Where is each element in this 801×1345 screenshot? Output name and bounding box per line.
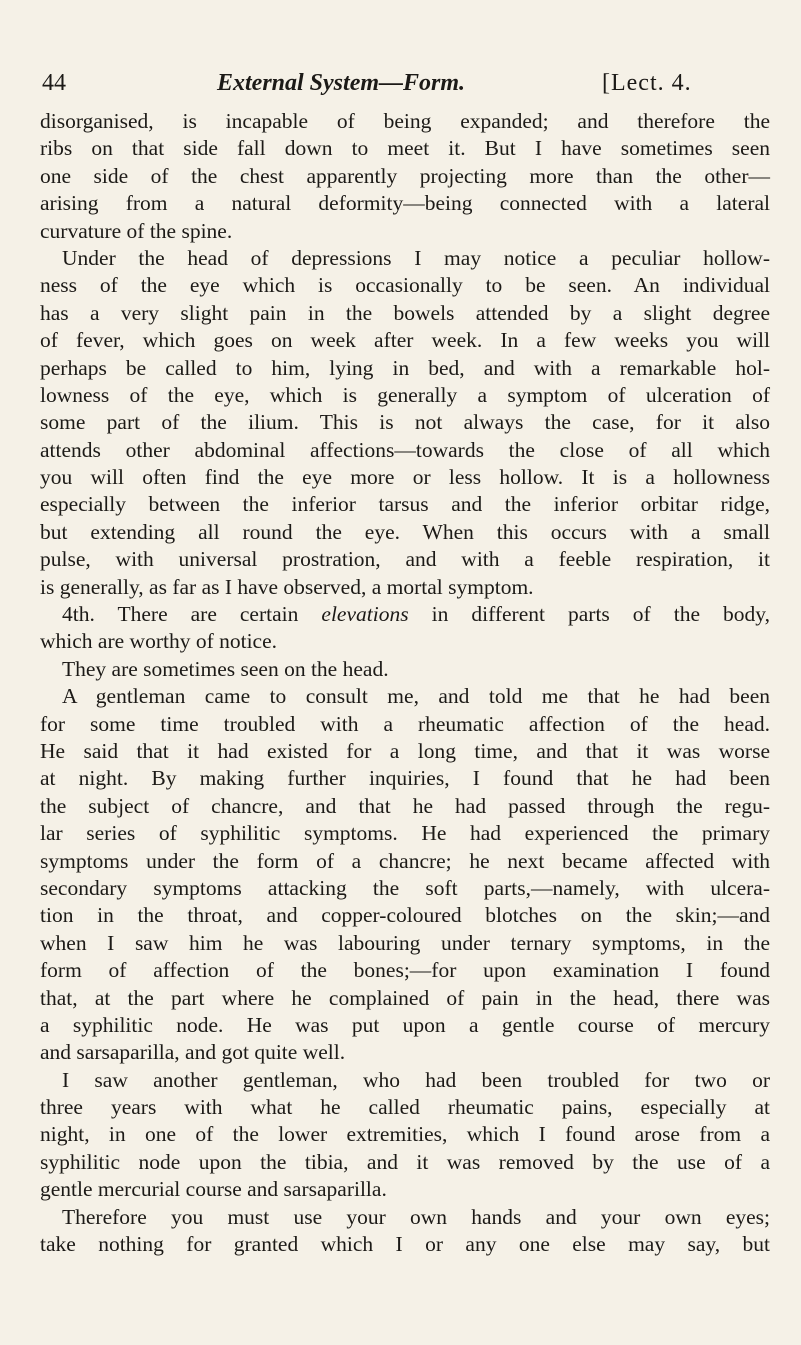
text-line: He said that it had existed for a long time, and that it was worse [40, 738, 770, 763]
text-line: night, in one of the lower extremities, which I found arose from a [40, 1122, 770, 1147]
lecture-label: [Lect. 4. [602, 70, 692, 96]
chapter-title: External System—Form. [217, 70, 466, 96]
text-line: form of affection of the bones;—for upon examination I found [40, 958, 770, 983]
text-line: lowness of the eye, which is generally a symptom of ulceration of [40, 382, 770, 407]
text-line: and sarsaparilla, and got quite well. [40, 1040, 346, 1065]
text-line: disorganised, is incapable of being expanded; and therefore the [40, 109, 770, 133]
text-line: at night. By making further inquiries, I found that he had been [40, 766, 770, 791]
text-line: which are worthy of notice. [40, 629, 278, 654]
text-line: is generally, as far as I have observed, a mortal symptom. [40, 574, 534, 599]
text-segment: 4th. There are certain [62, 602, 322, 627]
text-line: symptoms under the form of a chancre; he next became affected with [40, 848, 770, 873]
text-line: but extending all round the eye. When this occurs with a small [40, 519, 770, 544]
text-line: pulse, with universal prostration, and with a feeble respiration, it [40, 547, 770, 572]
text-line: syphilitic node upon the tibia, and it was removed by the use of a [40, 1149, 770, 1174]
text-line: gentle mercurial course and sarsaparilla. [40, 1177, 387, 1202]
running-head [42, 68, 762, 98]
text-line: ribs on that side fall down to meet it. But I have sometimes seen [40, 136, 770, 161]
text-line: when I saw him he was labouring under ternary symptoms, in the [40, 930, 770, 955]
text-line: curvature of the spine. [40, 218, 233, 243]
text-line: for some time troubled with a rheumatic affection of the head. [40, 711, 770, 736]
italic-term: elevations [321, 602, 409, 627]
text-line: A gentleman came to consult me, and told me that he had been [62, 684, 770, 709]
text-line: arising from a natural deformity—being connected with a lateral [40, 191, 770, 216]
text-line: has a very slight pain in the bowels attended by a slight degree [40, 300, 770, 325]
text-line: Under the head of depressions I may notice a peculiar hollow- [62, 245, 770, 270]
text-line: They are sometimes seen on the head. [62, 656, 389, 681]
text-line: I saw another gentleman, who had been troubled for two or [62, 1067, 770, 1092]
body-text [40, 108, 770, 1258]
text-line: the subject of chancre, and that he had passed through the regu- [40, 793, 770, 818]
text-line: tion in the throat, and copper-coloured blotches on the skin;—and [40, 903, 770, 928]
text-line: some part of the ilium. This is not always the case, for it also [40, 410, 770, 435]
text-line: that, at the part where he complained of pain in the head, there was [40, 985, 770, 1010]
text-line: secondary symptoms attacking the soft parts,—namely, with ulcera- [40, 875, 770, 900]
text-line: ness of the eye which is occasionally to be seen. An individual [40, 273, 770, 298]
text-segment: in different parts of the body, [408, 602, 770, 627]
text-line: Therefore you must use your own hands and your own eyes; [62, 1204, 770, 1229]
text-line: take nothing for granted which I or any one else may say, but [40, 1232, 770, 1257]
text-line: three years with what he called rheumatic pains, especially at [40, 1095, 770, 1120]
text-line [40, 601, 770, 628]
text-line: lar series of syphilitic symptoms. He had experienced the primary [40, 821, 770, 846]
text-line: of fever, which goes on week after week. In a few weeks you will [40, 328, 770, 353]
text-line: perhaps be called to him, lying in bed, and with a remarkable hol- [40, 355, 770, 380]
text-line: a syphilitic node. He was put upon a gentle course of mercury [40, 1012, 770, 1037]
text-line: especially between the inferior tarsus and the inferior orbitar ridge, [40, 492, 770, 517]
text-line: one side of the chest apparently projecting more than the other— [40, 163, 770, 188]
page-number: 44 [42, 70, 66, 96]
text-line: attends other abdominal affections—towards the close of all which [40, 437, 770, 462]
text-line: you will often find the eye more or less hollow. It is a hollowness [40, 465, 770, 490]
